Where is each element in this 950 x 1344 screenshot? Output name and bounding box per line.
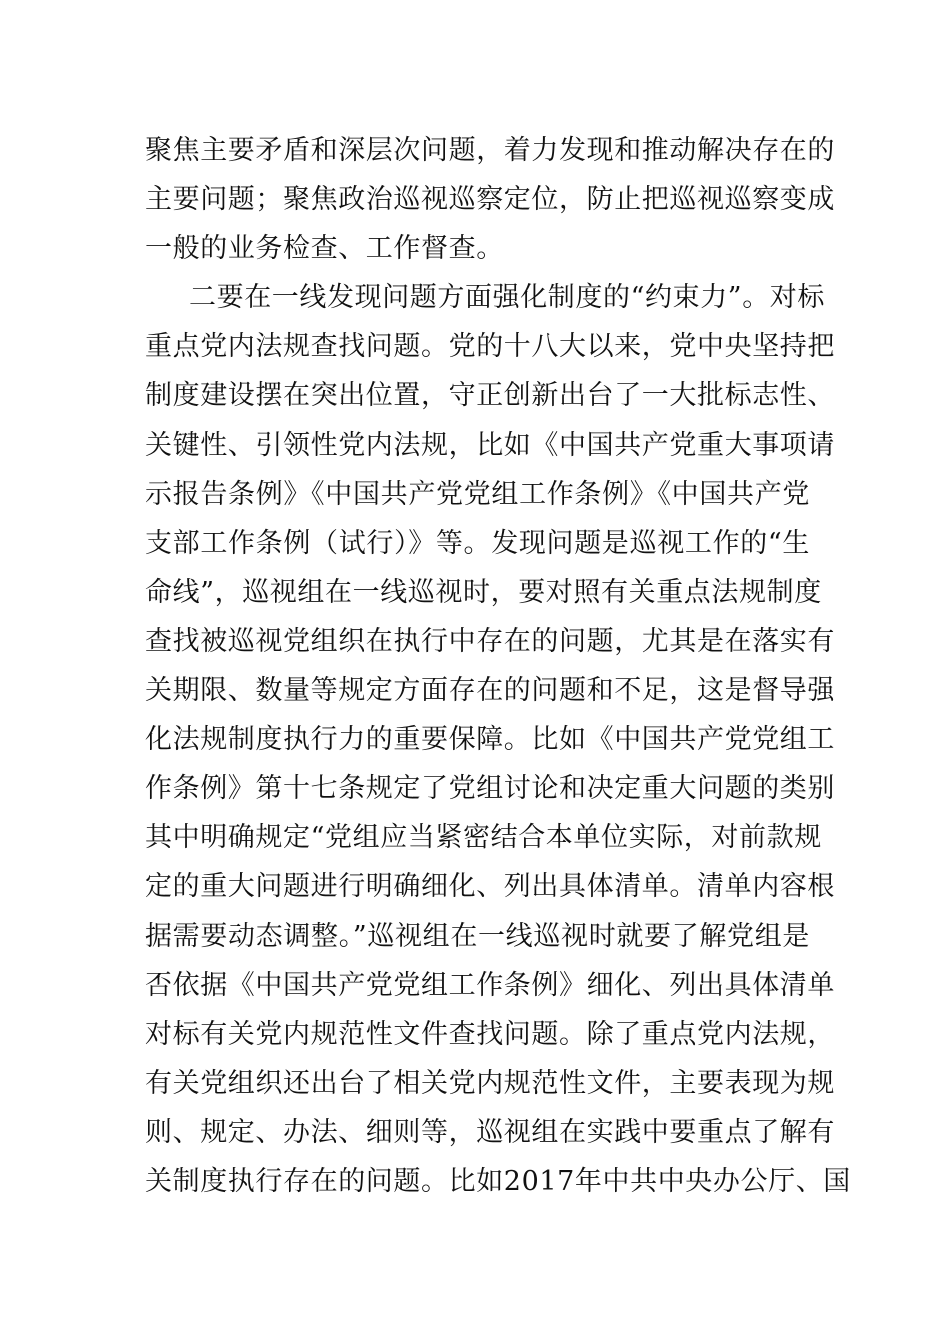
text-line: 定的重大问题进行明确细化、列出具体清单。清单内容根 — [145, 871, 835, 903]
text-line: 查找被巡视党组织在执行中存在的问题，尤其是在落实有 — [145, 625, 835, 657]
text-line: 制度建设摆在突出位置，守正创新出台了一大批标志性、 — [145, 380, 835, 412]
body-text — [145, 126, 851, 1206]
text-line: 化法规制度执行力的重要保障。比如《中国共产党党组工 — [145, 724, 835, 756]
text-line: 支部工作条例（试行）》等。发现问题是巡视工作的“生 — [145, 527, 810, 559]
text-line: 命线”，巡视组在一线巡视时，要对照有关重点法规制度 — [145, 576, 822, 608]
text-line: 聚焦主要矛盾和深层次问题，着力发现和推动解决存在的 — [145, 135, 835, 166]
text-line: 其中明确规定“党组应当紧密结合本单位实际，对前款规 — [145, 822, 822, 854]
text-line: 有关党组织还出台了相关党内规范性文件，主要表现为规 — [145, 1067, 835, 1099]
text-line: 则、规定、办法、细则等，巡视组在实践中要重点了解有 — [145, 1116, 835, 1148]
text-line: 示报告条例》《中国共产党党组工作条例》《中国共产党 — [145, 478, 810, 510]
text-line: 重点党内法规查找问题。党的十八大以来，党中央坚持把 — [145, 331, 835, 363]
text-line: 关期限、数量等规定方面存在的问题和不足，这是督导强 — [145, 675, 835, 707]
text-line: 二要在一线发现问题方面强化制度的“约束力”。对标 — [189, 282, 826, 314]
text-line: 作条例》第十七条规定了党组讨论和决定重大问题的类别 — [145, 773, 835, 805]
text-line: 对标有关党内规范性文件查找问题。除了重点党内法规， — [145, 1018, 835, 1050]
text-line: 否依据《中国共产党党组工作条例》细化、列出具体清单 — [145, 969, 835, 1001]
text-line: 据需要动态调整。”巡视组在一线巡视时就要了解党组是 — [145, 920, 810, 952]
text-line: 主要问题；聚焦政治巡视巡察定位，防止把巡视巡察变成 — [145, 184, 835, 216]
text-line: 关制度执行存在的问题。比如2017年中共中央办公厅、国 — [145, 1165, 851, 1197]
text-line: 关键性、引领性党内法规，比如《中国共产党重大事项请 — [145, 429, 835, 461]
text-line: 一般的业务检查、工作督查。 — [145, 233, 504, 265]
